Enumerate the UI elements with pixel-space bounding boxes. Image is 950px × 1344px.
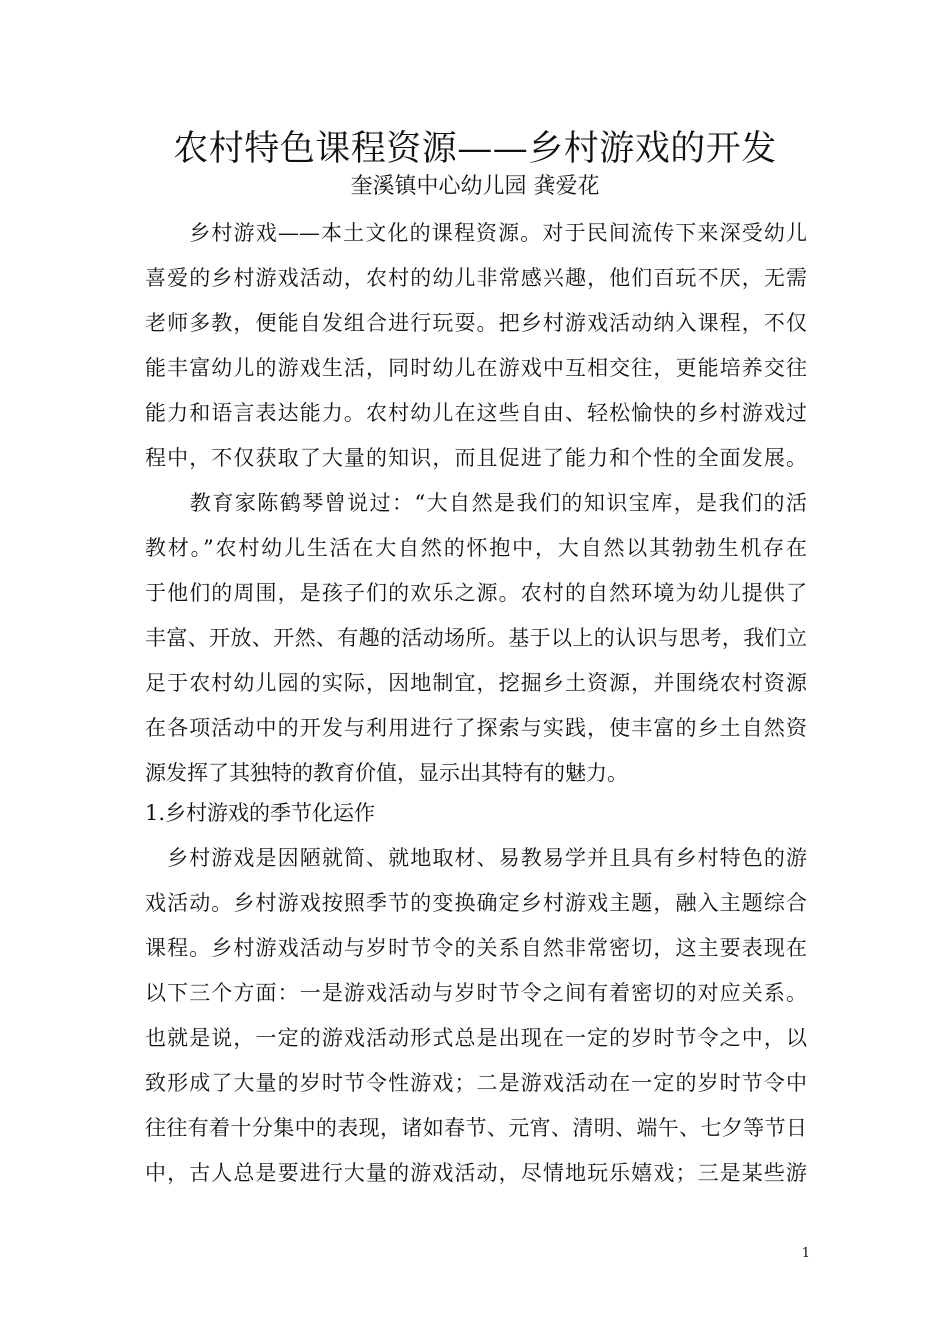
body-line: 乡村游戏是因陋就简、就地取材、易教易学并且具有乡村特色的游 — [145, 846, 807, 870]
body-line: 丰富、开放、开然、有趣的活动场所。基于以上的认识与思考，我们立 — [145, 626, 807, 650]
body-line: 源发挥了其独特的教育价值，显示出其特有的魅力。 — [145, 761, 628, 785]
body-line: 能丰富幼儿的游戏生活，同时幼儿在游戏中互相交往，更能培养交往 — [145, 356, 807, 380]
body-line: 也就是说，一定的游戏活动形式总是出现在一定的岁时节令之中，以 — [145, 1026, 807, 1050]
body-line: 于他们的周围，是孩子们的欢乐之源。农村的自然环境为幼儿提供了 — [145, 581, 807, 605]
section-heading: 1.乡村游戏的季节化运作 — [145, 801, 376, 825]
body-line: 能力和语言表达能力。农村幼儿在这些自由、轻松愉快的乡村游戏过 — [145, 401, 807, 425]
body-line: 致形成了大量的岁时节令性游戏；二是游戏活动在一定的岁时节令中 — [145, 1071, 807, 1095]
body-line: 程中，不仅获取了大量的知识，而且促进了能力和个性的全面发展。 — [145, 446, 807, 470]
body-line: 中，古人总是要进行大量的游戏活动，尽情地玩乐嬉戏；三是某些游 — [145, 1161, 807, 1185]
body-line: 喜爱的乡村游戏活动，农村的幼儿非常感兴趣，他们百玩不厌，无需 — [145, 266, 807, 290]
body-line: 课程。乡村游戏活动与岁时节令的关系自然非常密切，这主要表现在 — [145, 936, 807, 960]
body-line: 戏活动。乡村游戏按照季节的变换确定乡村游戏主题，融入主题综合 — [145, 891, 807, 915]
body-line: 教材。”农村幼儿生活在大自然的怀抱中，大自然以其勃勃生机存在 — [145, 536, 807, 560]
body-line: 往往有着十分集中的表现，诸如春节、元宵、清明、端午、七夕等节日 — [145, 1116, 807, 1140]
document-title: 农村特色课程资源——乡村游戏的开发 — [173, 129, 777, 169]
body-line: 乡村游戏——本土文化的课程资源。对于民间流传下来深受幼儿 — [145, 221, 807, 245]
page-number: 1 — [801, 1246, 810, 1261]
body-line: 教育家陈鹤琴曾说过：“大自然是我们的知识宝库，是我们的活 — [145, 491, 807, 515]
body-line: 在各项活动中的开发与利用进行了探索与实践，使丰富的乡土自然资 — [145, 716, 807, 740]
body-line: 足于农村幼儿园的实际，因地制宜，挖掘乡土资源，并围绕农村资源 — [145, 671, 807, 695]
body-line: 以下三个方面：一是游戏活动与岁时节令之间有着密切的对应关系。 — [145, 981, 807, 1005]
body-line: 老师多教，便能自发组合进行玩耍。把乡村游戏活动纳入课程，不仅 — [145, 311, 807, 335]
document-author: 奎溪镇中心幼儿园 龚爱花 — [350, 174, 600, 199]
